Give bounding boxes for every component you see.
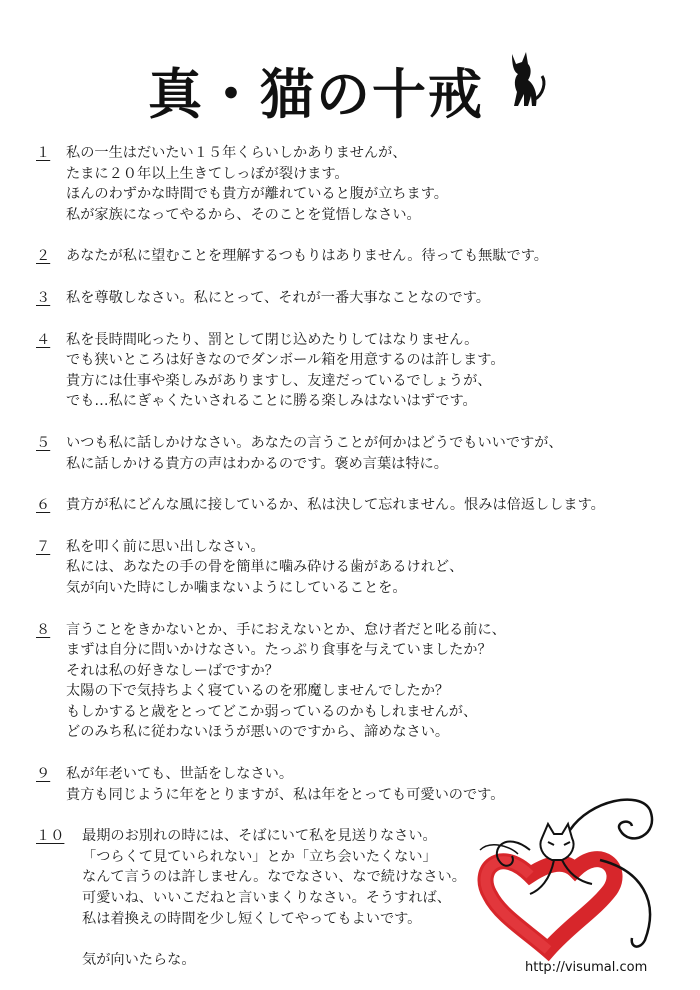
commandment-number: ４	[36, 331, 51, 348]
commandment-line: あなたが私に望むことを理解するつもりはありません。待っても無駄です。	[66, 248, 548, 265]
page-title: 真・猫の十戒	[148, 63, 484, 126]
commandment-number: １	[36, 145, 51, 161]
commandment-line: それは私の好きなしーばですか？	[66, 662, 279, 679]
commandment-number: ８	[36, 621, 51, 638]
commandment-line: 私は着換えの時間を少し短くしてやってもよいです。	[82, 910, 422, 927]
commandment-line: 私が家族になってやるから、そのことを覚悟しなさい。	[66, 206, 421, 223]
commandment-line: たまに２０年以上生きてしっぽが裂けます。	[66, 165, 349, 182]
title-block	[0, 48, 700, 126]
commandment-line: でも狭いところは好きなのでダンボール箱を用意するのは許します。	[66, 352, 505, 369]
commandment-number: ９	[36, 766, 51, 783]
commandment-line: 気が向いた時にしか噛まないようにしていることを。	[66, 579, 407, 596]
commandment-line: どのみち私に従わないほうが悪いのですから、諦めなさい。	[66, 724, 450, 741]
cat-heart-illustration	[470, 790, 670, 969]
commandment-line: 私の一生はだいたい１５年くらいしかありませんが、	[66, 145, 407, 161]
commandment-line: 言うことをきかないとか、手におえないとか、怠け者だと叱る前に、	[66, 621, 506, 638]
commandment-line: 貴方も同じように年をとりますが、私は年をとっても可愛いのです。	[66, 786, 505, 803]
commandment-line: なんて言うのは許しません。なでなさい、なで続けなさい。	[82, 869, 466, 886]
commandment-line: ほんのわずかな時間でも貴方が離れていると腹が立ちます。	[66, 186, 448, 203]
commandment-line: 私を叩く前に思い出しなさい。	[66, 538, 265, 555]
commandment-number: ３	[36, 289, 51, 306]
commandment-number: ５	[36, 434, 51, 451]
cat-silhouette-icon	[498, 48, 550, 114]
commandment-number: ２	[36, 248, 51, 265]
commandment-item	[36, 246, 676, 267]
commandment-line: 可愛いね、いいこだねと言いまくりなさい。そうすれば、	[82, 890, 451, 907]
commandment-number: ７	[36, 538, 51, 555]
commandment-line: 貴方には仕事や楽しみがありますし、友達だっているでしょうが、	[66, 372, 492, 389]
commandment-line: 私が年老いても、世話をしなさい。	[66, 766, 294, 783]
commandment-line: 私に話しかける貴方の声はわかるのです。褒め言葉は特に。	[66, 455, 448, 472]
commandment-number: ６	[36, 497, 51, 514]
commandment-line: もしかすると歳をとってどこか弱っているのかもしれませんが、	[66, 703, 478, 720]
commandment-line: 私を長時間叱ったり、罰として閉じ込めたりしてはなりません。	[66, 331, 479, 348]
commandment-item	[36, 330, 676, 412]
commandment-item	[36, 495, 676, 516]
commandment-line: でも…私にぎゃくたいされることに勝る楽しみはないはずです。	[66, 393, 477, 410]
commandment-line: 気が向いたらな。	[82, 951, 196, 968]
commandment-line: いつも私に話しかけなさい。あなたの言うことが何かはどうでもいいですが、	[66, 434, 563, 451]
commandment-line: 最期のお別れの時には、そばにいて私を見送りなさい。	[82, 828, 437, 845]
commandment-item	[36, 288, 676, 309]
commandment-line: まずは自分に問いかけなさい。たっぷり食事を与えていましたか？	[66, 642, 492, 659]
commandment-item	[36, 620, 676, 744]
commandment-item	[36, 537, 676, 599]
commandment-line: 私を尊敬しなさい。私にとって、それが一番大事なことなのです。	[66, 289, 490, 306]
commandment-line: 「つらくて見ていられない」とか「立ち会いたくない」	[82, 848, 437, 865]
commandment-line: 私には、あなたの手の骨を簡単に噛み砕ける歯があるけれど、	[66, 559, 464, 576]
commandment-item	[36, 143, 676, 225]
commandment-number: １０	[36, 828, 65, 845]
commandment-line: 貴方が私にどんな風に接しているか、私は決して忘れません。恨みは倍返しします。	[66, 497, 605, 514]
footer-url: http://visumal.com	[525, 960, 648, 975]
commandment-line: 太陽の下で気持ちよく寝ているのを邪魔しませんでしたか？	[66, 683, 450, 700]
commandment-item	[36, 433, 676, 474]
